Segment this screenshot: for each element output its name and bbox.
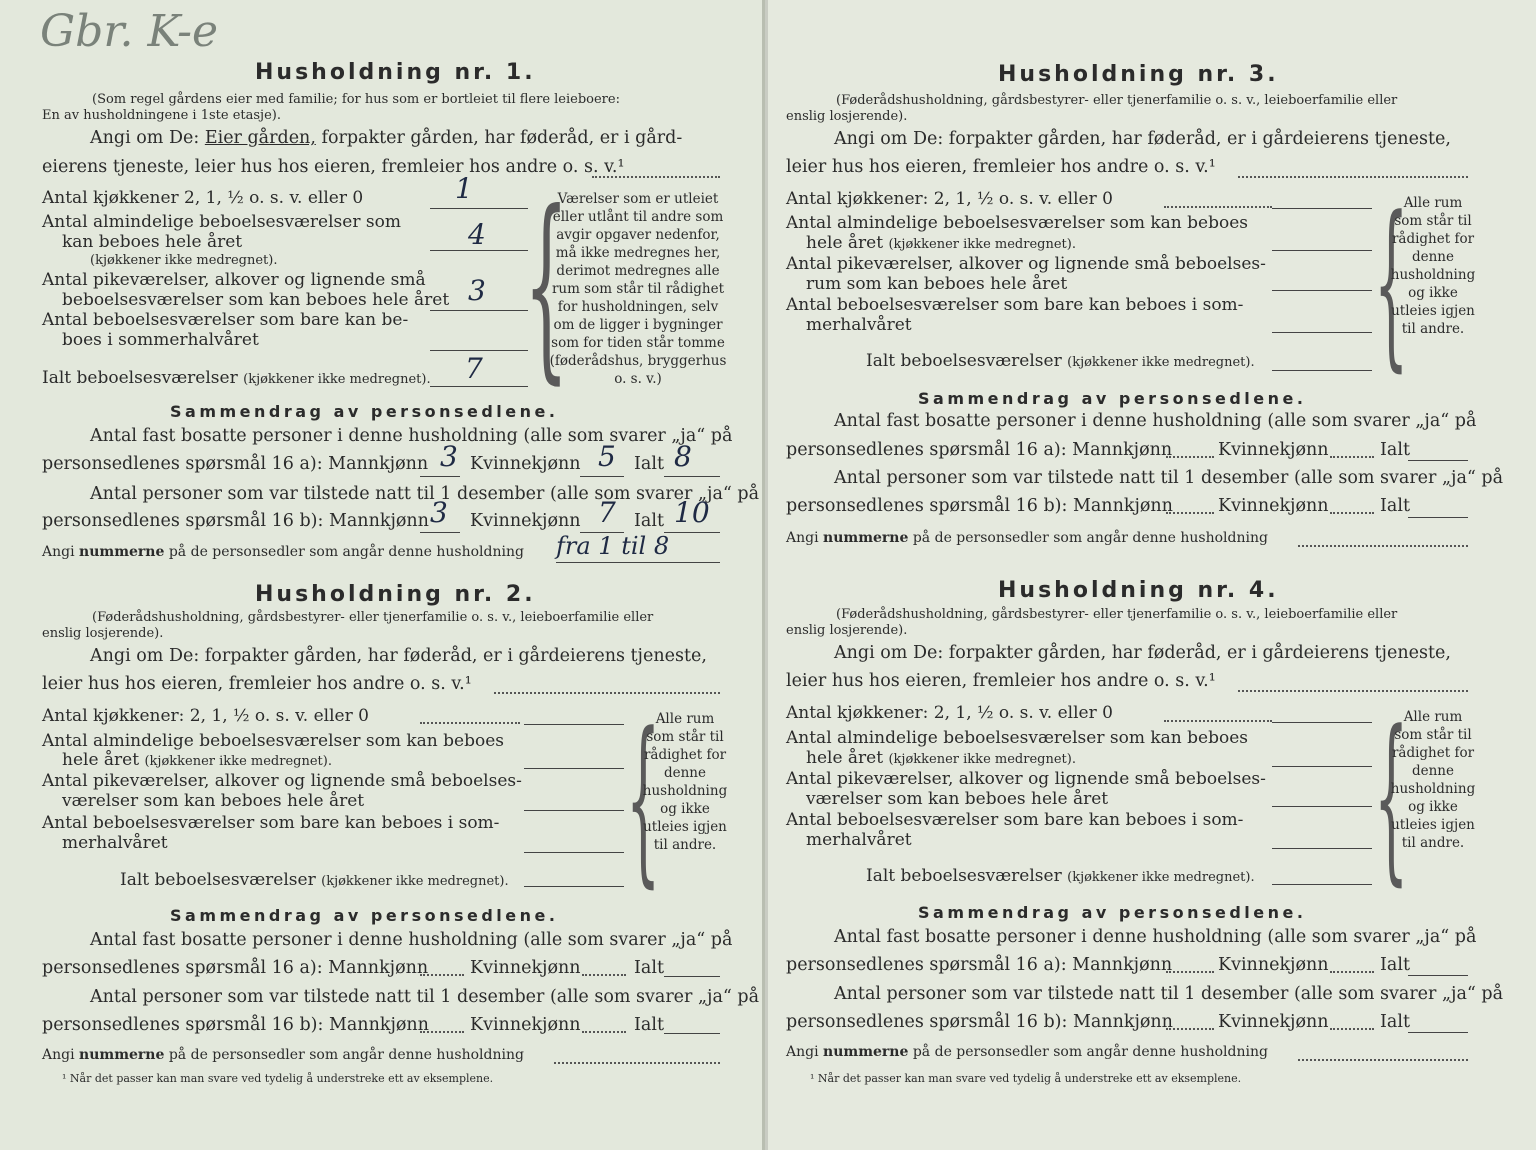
h4-maid-line2: værelser som kan beboes hele året: [806, 789, 1109, 809]
h3-present-line2: personsedlenes spørsmål 16 b): Mannkjønn: [786, 496, 1173, 516]
household2-note-line1: (Føderådshusholdning, gårdsbestyrer- eller tjenerfamilie o. s. v., leieboerfamilie eller: [92, 610, 654, 625]
h4-numbers-a: Angi: [786, 1044, 819, 1060]
h3-rooms-line2a: hele året: [806, 233, 884, 253]
h3-present-line1: Antal personer som var tilstede natt til 1 desember (alle som svarer „ja“ på: [834, 468, 1504, 488]
h1-total-row: [42, 368, 431, 388]
h4-present-female-label: Kvinnekjønn: [1218, 1012, 1329, 1032]
h4-rooms-line2b: (kjøkkener ikke medregnet).: [888, 752, 1076, 767]
h1-rooms-line3: (kjøkkener ikke medregnet).: [90, 253, 278, 268]
owner-option-underlined: Eier gården,: [204, 128, 316, 148]
h2-rooms-line2a: hele året: [62, 750, 140, 770]
h1-maid-line1: Antal pikeværelser, alkover og lignende små: [42, 270, 426, 290]
h2-fast-line1: Antal fast bosatte personer i denne husholdning (alle som svarer „ja“ på: [90, 930, 733, 950]
h4-footnote: ¹ Når det passer kan man svare ved tydelig å understreke ett av eksemplene.: [810, 1072, 1242, 1085]
h1-fast-total: 8: [674, 440, 692, 473]
h1-present-line1: Antal personer som var tilstede natt til 1 desember (alle som svarer „ja“ på: [90, 484, 760, 504]
h4-angi-line1: Angi om De: forpakter gården, har føderåd, er i gårdeierens tjeneste,: [834, 643, 1451, 663]
h2-summer-line2: merhalvåret: [62, 833, 168, 853]
household1-note-line1: (Som regel gårdens eier med familie; for hus som er bortleiet til flere leieboere:: [92, 92, 620, 107]
h2-present-line1: Antal personer som var tilstede natt til 1 desember (alle som svarer „ja“ på: [90, 987, 760, 1007]
h2-angi-line1: Angi om De: forpakter gården, har føderåd, er i gårdeierens tjeneste,: [90, 646, 707, 666]
household1-title: Husholdning nr. 1.: [255, 60, 536, 85]
h2-summary-title: Sammendrag av personsedlene.: [170, 906, 559, 925]
h1-side-note: Værelser som er utleiet eller utlånt til andre som avgir opgaver nedenfor, må ikke medregnes her, derimot medregnes alle rum som står til rådighet for husholdningen, selv om de ligger i bygninger som for tiden står tomme (føderådshus, bryggerhus o. s. v.): [549, 191, 727, 387]
angi-rest: forpakter gården, har føderåd, er i gård-: [321, 128, 683, 148]
h4-numbers-row: [786, 1044, 1268, 1060]
h1-present-female-label: Kvinnekjønn: [470, 511, 581, 531]
h2-fast-female-label: Kvinnekjønn: [470, 958, 581, 978]
h2-fast-total-label: Ialt: [634, 958, 664, 978]
h1-present-total: 10: [674, 496, 710, 529]
corner-handwriting: Gbr. K-e: [40, 6, 219, 57]
household1-angi-line2: eierens tjeneste, leier hus hos eieren, fremleier hos andre o. s. v.¹: [42, 157, 625, 177]
h1-maid-line2: beboelsesværelser som kan beboes hele året: [62, 290, 450, 310]
h1-fast-line1: Antal fast bosatte personer i denne husholdning (alle som svarer „ja“ på: [90, 426, 733, 446]
h4-fast-total-label: Ialt: [1380, 955, 1410, 975]
h3-summer-line2: merhalvåret: [806, 315, 912, 335]
h2-summer-line1: Antal beboelsesværelser som bare kan beboes i som-: [42, 813, 500, 833]
h3-rooms-line2b: (kjøkkener ikke medregnet).: [888, 237, 1076, 252]
household3-note-line2: enslig losjerende).: [786, 109, 908, 124]
h4-kitchen-label: Antal kjøkkener: 2, 1, ½ o. s. v. eller 0: [786, 703, 1113, 723]
h2-brace: {: [626, 695, 661, 904]
h3-fast-female-label: Kvinnekjønn: [1218, 440, 1329, 460]
household2-note-line2: enslig losjerende).: [42, 626, 164, 641]
h2-numbers-a: Angi: [42, 1047, 75, 1063]
h2-numbers-b: nummerne: [79, 1047, 165, 1063]
h4-numbers-c: på de personsedler som angår denne husholdning: [912, 1044, 1268, 1060]
h3-rooms-line1: Antal almindelige beboelsesværelser som kan beboes: [786, 213, 1248, 233]
h2-maid-line2: værelser som kan beboes hele året: [62, 791, 365, 811]
h4-rooms-line1: Antal almindelige beboelsesværelser som kan beboes: [786, 728, 1248, 748]
h3-kitchen-label: Antal kjøkkener: 2, 1, ½ o. s. v. eller 0: [786, 189, 1113, 209]
h2-present-line2: personsedlenes spørsmål 16 b): Mannkjønn: [42, 1015, 429, 1035]
h2-total-note: (kjøkkener ikke medregnet).: [321, 874, 509, 889]
h1-total-label: Ialt beboelsesværelser: [42, 368, 238, 388]
h2-present-female-label: Kvinnekjønn: [470, 1015, 581, 1035]
h4-fast-line2: personsedlenes spørsmål 16 a): Mannkjønn: [786, 955, 1173, 975]
h1-numbers-a: Angi: [42, 544, 75, 560]
h1-fast-female: 5: [598, 440, 616, 473]
h4-fast-female-label: Kvinnekjønn: [1218, 955, 1329, 975]
h1-kitchen-value: 1: [455, 172, 473, 205]
h3-angi-line1: Angi om De: forpakter gården, har føderåd, er i gårdeierens tjeneste,: [834, 129, 1451, 149]
h4-summary-title: Sammendrag av personsedlene.: [918, 903, 1307, 922]
angi-prefix: Angi om De:: [90, 128, 200, 148]
h4-present-line1: Antal personer som var tilstede natt til 1 desember (alle som svarer „ja“ på: [834, 984, 1504, 1004]
h3-maid-line1: Antal pikeværelser, alkover og lignende små beboelses-: [786, 254, 1266, 274]
h3-numbers-c: på de personsedler som angår denne husholdning: [912, 530, 1268, 546]
h1-fast-line2: personsedlenes spørsmål 16 a): Mannkjønn: [42, 454, 429, 474]
h3-total-note: (kjøkkener ikke medregnet).: [1067, 355, 1255, 370]
household4-note-line1: (Føderådshusholdning, gårdsbestyrer- eller tjenerfamilie o. s. v., leieboerfamilie eller: [836, 607, 1398, 622]
h4-fast-line1: Antal fast bosatte personer i denne husholdning (alle som svarer „ja“ på: [834, 927, 1477, 947]
h3-fast-line2: personsedlenes spørsmål 16 a): Mannkjønn: [786, 440, 1173, 460]
h1-rooms-line2: kan beboes hele året: [62, 232, 243, 252]
h2-total-label: Ialt beboelsesværelser: [120, 870, 316, 890]
h3-side-note: Alle rum som står til rådighet for denne husholdning og ikke utleies igjen til andre.: [1390, 195, 1476, 337]
h3-fast-total-label: Ialt: [1380, 440, 1410, 460]
h2-rooms-line2b: (kjøkkener ikke medregnet).: [144, 754, 332, 769]
h1-numbers-c: på de personsedler som angår denne husholdning: [168, 544, 524, 560]
household3-title: Husholdning nr. 3.: [998, 62, 1279, 87]
h1-fast-female-label: Kvinnekjønn: [470, 454, 581, 474]
h4-rooms-line2a: hele året: [806, 748, 884, 768]
h4-rooms-line2: [806, 748, 1076, 768]
h1-summer-line2: boes i sommerhalvåret: [62, 330, 259, 350]
h2-angi-line2: leier hus hos eieren, fremleier hos andre o. s. v.¹: [42, 674, 472, 694]
h2-fast-line2: personsedlenes spørsmål 16 a): Mannkjønn: [42, 958, 429, 978]
h3-present-female-label: Kvinnekjønn: [1218, 496, 1329, 516]
h4-present-line2: personsedlenes spørsmål 16 b): Mannkjønn: [786, 1012, 1173, 1032]
h3-brace: {: [1374, 179, 1409, 388]
h3-total-label: Ialt beboelsesværelser: [866, 351, 1062, 371]
h2-side-note: Alle rum som står til rådighet for denne husholdning og ikke utleies igjen til andre.: [642, 711, 728, 853]
h4-brace: {: [1374, 693, 1409, 902]
h1-fast-male: 3: [440, 440, 458, 473]
h1-present-female: 7: [598, 496, 616, 529]
h4-numbers-b: nummerne: [823, 1044, 909, 1060]
h3-summer-line1: Antal beboelsesværelser som bare kan beboes i som-: [786, 295, 1244, 315]
h4-summer-line1: Antal beboelsesværelser som bare kan beboes i som-: [786, 810, 1244, 830]
h2-total-row: [120, 870, 509, 890]
h4-present-total-label: Ialt: [1380, 1012, 1410, 1032]
h1-total-note: (kjøkkener ikke medregnet).: [243, 372, 431, 387]
h2-rooms-line2: [62, 750, 332, 770]
right-page: [768, 0, 1536, 1150]
h1-numbers-row: [42, 544, 524, 560]
h2-numbers-row: [42, 1047, 524, 1063]
h1-present-male: 3: [430, 496, 448, 529]
h1-present-line2: personsedlenes spørsmål 16 b): Mannkjønn: [42, 511, 429, 531]
h4-side-note: Alle rum som står til rådighet for denne husholdning og ikke utleies igjen til andre.: [1390, 709, 1476, 851]
h1-numbers-value: fra 1 til 8: [556, 532, 670, 560]
h1-summer-line1: Antal beboelsesværelser som bare kan be-: [42, 310, 409, 330]
h3-rooms-line2: [806, 233, 1076, 253]
h3-summary-title: Sammendrag av personsedlene.: [918, 389, 1307, 408]
h3-total-row: [866, 351, 1255, 371]
h4-total-label: Ialt beboelsesværelser: [866, 866, 1062, 886]
h3-present-total-label: Ialt: [1380, 496, 1410, 516]
h1-brace: {: [524, 169, 569, 402]
h4-angi-line2: leier hus hos eieren, fremleier hos andre o. s. v.¹: [786, 671, 1216, 691]
household4-note-line2: enslig losjerende).: [786, 623, 908, 638]
h2-present-total-label: Ialt: [634, 1015, 664, 1035]
household1-angi-line1: [90, 128, 682, 148]
h2-numbers-c: på de personsedler som angår denne husholdning: [168, 1047, 524, 1063]
h1-total-value: 7: [465, 352, 483, 385]
household1-note-line2: En av husholdningene i 1ste etasje).: [42, 108, 281, 123]
h3-numbers-row: [786, 530, 1268, 546]
h2-kitchen-label: Antal kjøkkener: 2, 1, ½ o. s. v. eller 0: [42, 706, 369, 726]
h1-rooms-value: 4: [468, 218, 486, 251]
h1-numbers-b: nummerne: [79, 544, 165, 560]
h1-fast-total-label: Ialt: [634, 454, 664, 474]
h3-numbers-a: Angi: [786, 530, 819, 546]
h4-summer-line2: merhalvåret: [806, 830, 912, 850]
h2-rooms-line1: Antal almindelige beboelsesværelser som kan beboes: [42, 731, 504, 751]
household3-note-line1: (Føderådshusholdning, gårdsbestyrer- eller tjenerfamilie o. s. v., leieboerfamilie eller: [836, 93, 1398, 108]
h1-present-total-label: Ialt: [634, 511, 664, 531]
h1-rooms-line1: Antal almindelige beboelsesværelser som: [42, 212, 401, 232]
h4-total-note: (kjøkkener ikke medregnet).: [1067, 870, 1255, 885]
h4-total-row: [866, 866, 1255, 886]
h3-angi-line2: leier hus hos eieren, fremleier hos andre o. s. v.¹: [786, 157, 1216, 177]
h3-fast-line1: Antal fast bosatte personer i denne husholdning (alle som svarer „ja“ på: [834, 411, 1477, 431]
h4-maid-line1: Antal pikeværelser, alkover og lignende små beboelses-: [786, 769, 1266, 789]
h2-maid-line1: Antal pikeværelser, alkover og lignende små beboelses-: [42, 771, 522, 791]
left-page: [0, 0, 765, 1150]
h1-summary-title: Sammendrag av personsedlene.: [170, 402, 559, 421]
h1-kitchen-label: Antal kjøkkener 2, 1, ½ o. s. v. eller 0: [42, 188, 364, 208]
household4-title: Husholdning nr. 4.: [998, 578, 1279, 603]
h3-maid-line2: rum som kan beboes hele året: [806, 274, 1068, 294]
h3-numbers-b: nummerne: [823, 530, 909, 546]
household2-title: Husholdning nr. 2.: [255, 582, 536, 607]
h2-footnote: ¹ Når det passer kan man svare ved tydelig å understreke ett av eksemplene.: [62, 1072, 494, 1085]
h1-maid-value: 3: [468, 274, 486, 307]
